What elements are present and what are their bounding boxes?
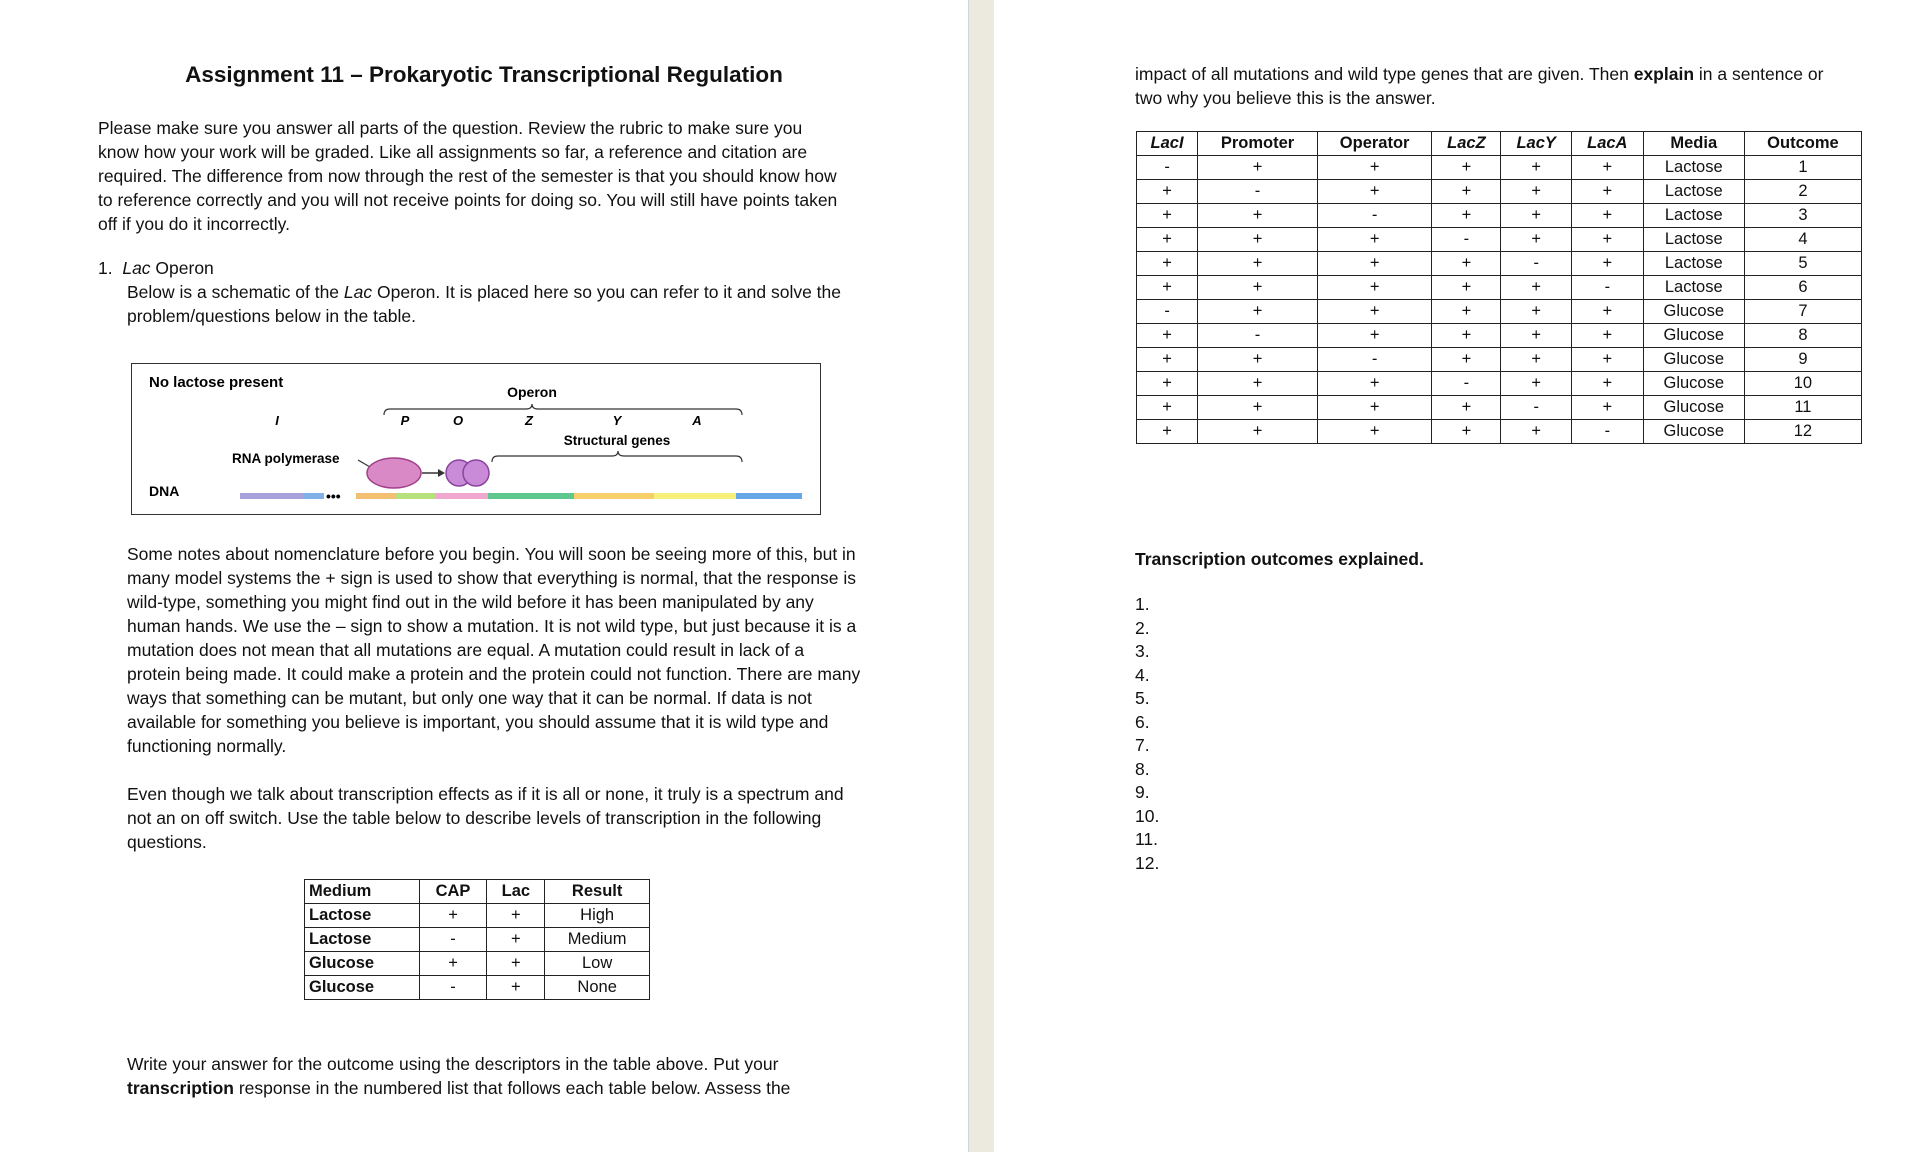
- table-row: [1137, 348, 1862, 372]
- gene-p-label: P: [400, 413, 410, 428]
- structural-genes-label: Structural genes: [563, 433, 671, 448]
- table-cell: +: [1501, 228, 1571, 252]
- table-cell: +: [1432, 276, 1501, 300]
- table-cell: +: [1198, 252, 1318, 276]
- table-cell: -: [1571, 420, 1643, 444]
- table-cell: 3: [1744, 204, 1861, 228]
- table-cell: +: [1137, 396, 1198, 420]
- table-cell: 1: [1744, 156, 1861, 180]
- page2-continuation: impact of all mutations and wild type genes that are given. Then explain in a sentence or two why you believe this is the answer.: [1135, 64, 1824, 108]
- mutation-table: [1136, 131, 1862, 444]
- table-cell: +: [1198, 300, 1318, 324]
- table-cell: -: [1317, 348, 1431, 372]
- table-cell: 12: [1744, 420, 1861, 444]
- table-cell: +: [1317, 180, 1431, 204]
- table-cell: +: [1432, 180, 1501, 204]
- transcription-levels-table: [304, 879, 650, 1000]
- table-cell: Glucose: [1643, 324, 1744, 348]
- table-cell: +: [1198, 156, 1318, 180]
- spectrum-paragraph: Even though we talk about transcription effects as if it is all or none, it truly is a spectrum and not an on off switch. Use the table below to describe levels of transcription in the following questions.: [127, 784, 844, 852]
- table-header: Operator: [1317, 132, 1431, 156]
- list-item[interactable]: 10.: [1135, 805, 1160, 826]
- gene-y-label: Y: [612, 413, 622, 428]
- table-header: Media: [1643, 132, 1744, 156]
- table-cell: +: [1137, 420, 1198, 444]
- table-cell: Lactose: [1643, 156, 1744, 180]
- table-cell: +: [1571, 372, 1643, 396]
- section-description: Below is a schematic of the Lac Operon. It is placed here so you can refer to it and solve the problem/questions below in the table.: [127, 282, 842, 326]
- table-cell: 10: [1744, 372, 1861, 396]
- page-title: Assignment 11 – Prokaryotic Transcriptional Regulation: [185, 62, 783, 87]
- table-cell: Glucose: [1643, 372, 1744, 396]
- table-cell: 6: [1744, 276, 1861, 300]
- rna-polymerase-label: RNA polymerase: [232, 451, 340, 466]
- table-cell: +: [1137, 204, 1198, 228]
- table-header: LacA: [1571, 132, 1643, 156]
- intro-paragraph: Please make sure you answer all parts of the question. Review the rubric to make sure you know how your work will be graded. Like all assignments so far, a reference and citation are required. The difference from now through the rest of the semester is that you should know how to reference correctly and you will not receive points for doing so. You will still have points taken off if you do it incorrectly.: [98, 118, 838, 234]
- table-cell: -: [1198, 324, 1318, 348]
- table-cell: -: [1501, 252, 1571, 276]
- table-cell: +: [487, 952, 545, 976]
- table-cell: +: [1571, 348, 1643, 372]
- table-header: LacZ: [1432, 132, 1501, 156]
- table-cell: Glucose: [305, 976, 420, 1000]
- table-cell: -: [1317, 204, 1431, 228]
- table-header: LacI: [1137, 132, 1198, 156]
- table-cell: +: [1571, 396, 1643, 420]
- list-item[interactable]: 9.: [1135, 782, 1150, 802]
- operon-schematic: [132, 364, 820, 514]
- rna-polymerase-shape: [367, 458, 421, 488]
- table-cell: +: [1501, 204, 1571, 228]
- table-cell: +: [419, 952, 487, 976]
- table-cell: +: [1198, 348, 1318, 372]
- table-cell: +: [1137, 348, 1198, 372]
- table-cell: +: [1571, 228, 1643, 252]
- section-title-rest: Operon: [150, 258, 214, 278]
- table-cell: Glucose: [1643, 420, 1744, 444]
- table-cell: -: [1137, 156, 1198, 180]
- table-cell: +: [1317, 276, 1431, 300]
- table-cell: Lactose: [1643, 228, 1744, 252]
- table-cell: +: [1198, 420, 1318, 444]
- table-cell: +: [1571, 252, 1643, 276]
- list-item[interactable]: 1.: [1135, 594, 1150, 614]
- table-cell: +: [1432, 396, 1501, 420]
- operon-label: Operon: [507, 384, 557, 400]
- table-cell: -: [1137, 300, 1198, 324]
- table-cell: +: [1501, 276, 1571, 300]
- table-cell: +: [1501, 372, 1571, 396]
- table-cell: +: [1432, 324, 1501, 348]
- table-cell: +: [1571, 324, 1643, 348]
- table-cell: +: [1137, 228, 1198, 252]
- table-cell: Medium: [545, 928, 650, 952]
- table-cell: +: [1432, 156, 1501, 180]
- table-cell: Lactose: [305, 904, 420, 928]
- table-cell: +: [1198, 276, 1318, 300]
- table-cell: +: [487, 976, 545, 1000]
- table-cell: None: [545, 976, 650, 1000]
- table-cell: -: [1432, 372, 1501, 396]
- table-cell: +: [1137, 180, 1198, 204]
- table-header: Result: [545, 880, 650, 904]
- table-cell: +: [1317, 156, 1431, 180]
- table-row: [305, 952, 650, 976]
- table-cell: +: [1501, 324, 1571, 348]
- list-item[interactable]: 6.: [1135, 711, 1150, 732]
- table-cell: -: [1432, 228, 1501, 252]
- repressor-right: [463, 460, 489, 486]
- table-cell: +: [1571, 204, 1643, 228]
- table-cell: +: [1501, 348, 1571, 372]
- table-header: LacY: [1501, 132, 1571, 156]
- table-cell: High: [545, 904, 650, 928]
- table-cell: Low: [545, 952, 650, 976]
- table-cell: +: [1198, 372, 1318, 396]
- section-title-italic: Lac: [122, 258, 151, 278]
- table-cell: +: [487, 928, 545, 952]
- table-cell: +: [1432, 348, 1501, 372]
- table-cell: +: [1501, 180, 1571, 204]
- table-cell: 4: [1744, 228, 1861, 252]
- table-row: [1137, 396, 1862, 420]
- table-header: Outcome: [1744, 132, 1861, 156]
- structural-bracket: [492, 451, 742, 462]
- table-cell: 9: [1744, 348, 1861, 372]
- table-cell: +: [1317, 324, 1431, 348]
- table-header: Lac: [487, 880, 545, 904]
- table-cell: +: [1198, 204, 1318, 228]
- list-item[interactable]: 3.: [1135, 641, 1150, 661]
- table-cell: Lactose: [1643, 204, 1744, 228]
- table-cell: +: [1501, 300, 1571, 324]
- table-cell: 5: [1744, 252, 1861, 276]
- table-cell: +: [1137, 372, 1198, 396]
- gene-o-label: O: [452, 413, 464, 428]
- table-header-row: [305, 880, 650, 904]
- table-cell: +: [1317, 372, 1431, 396]
- table-cell: +: [1571, 300, 1643, 324]
- table-row: [305, 976, 650, 1000]
- operon-bracket: [384, 404, 742, 415]
- table-cell: +: [1317, 420, 1431, 444]
- table-cell: 7: [1744, 300, 1861, 324]
- list-item[interactable]: 7.: [1135, 735, 1150, 755]
- table-cell: +: [419, 904, 487, 928]
- list-item[interactable]: 2.: [1135, 617, 1150, 638]
- table-header: CAP: [419, 880, 487, 904]
- document-page-2: [994, 0, 1908, 1152]
- table-cell: +: [1571, 180, 1643, 204]
- gene-i-label: I: [275, 413, 279, 428]
- table-row: [1137, 276, 1862, 300]
- table-cell: +: [1317, 396, 1431, 420]
- table-header: Medium: [305, 880, 420, 904]
- table-row: [1137, 156, 1862, 180]
- table-row: [1137, 372, 1862, 396]
- list-item[interactable]: 11.: [1135, 829, 1159, 849]
- table-cell: +: [1198, 228, 1318, 252]
- table-cell: Lactose: [1643, 276, 1744, 300]
- table-cell: +: [1501, 420, 1571, 444]
- table-cell: +: [1432, 300, 1501, 324]
- table-row: [1137, 204, 1862, 228]
- table-row: [1137, 180, 1862, 204]
- table-row: [1137, 300, 1862, 324]
- table-row: [305, 904, 650, 928]
- table-cell: Lactose: [305, 928, 420, 952]
- table-header: Promoter: [1198, 132, 1318, 156]
- table-cell: +: [1571, 156, 1643, 180]
- table-row: [1137, 228, 1862, 252]
- page-gutter: [968, 0, 996, 1152]
- table-cell: Glucose: [1643, 348, 1744, 372]
- table-cell: -: [1198, 180, 1318, 204]
- outcomes-heading: Transcription outcomes explained.: [1135, 549, 1424, 569]
- svg-text:•••: •••: [326, 488, 341, 504]
- table-cell: +: [1317, 252, 1431, 276]
- gene-a-label: A: [692, 413, 702, 428]
- table-row: [305, 928, 650, 952]
- table-cell: +: [1317, 228, 1431, 252]
- table-cell: Glucose: [1643, 396, 1744, 420]
- list-item[interactable]: 12.: [1135, 852, 1160, 873]
- table-cell: 2: [1744, 180, 1861, 204]
- section-number: 1.: [98, 258, 113, 278]
- gene-z-label: Z: [525, 413, 533, 428]
- answer-numbered-list: [1135, 593, 1159, 875]
- table-cell: +: [1137, 252, 1198, 276]
- table-cell: -: [419, 928, 487, 952]
- table-cell: +: [1432, 204, 1501, 228]
- table-cell: +: [1432, 420, 1501, 444]
- table-cell: -: [419, 976, 487, 1000]
- list-item[interactable]: 4.: [1135, 664, 1150, 685]
- section-heading: [98, 256, 858, 280]
- table-cell: -: [1501, 396, 1571, 420]
- lac-operon-diagram: [131, 363, 821, 515]
- table-cell: Lactose: [1643, 180, 1744, 204]
- table-cell: +: [1137, 324, 1198, 348]
- table-cell: -: [1571, 276, 1643, 300]
- list-item[interactable]: 5.: [1135, 688, 1150, 708]
- table-cell: Glucose: [305, 952, 420, 976]
- table-cell: +: [1198, 396, 1318, 420]
- table-cell: +: [1432, 252, 1501, 276]
- table-cell: 8: [1744, 324, 1861, 348]
- write-instructions: Write your answer for the outcome using the descriptors in the table above. Put your transcription response in the numbered list that follows each table below. Assess the: [127, 1054, 791, 1098]
- table-cell: +: [1317, 300, 1431, 324]
- dna-label: DNA: [149, 483, 180, 499]
- list-item[interactable]: 8.: [1135, 758, 1150, 779]
- nomenclature-notes: Some notes about nomenclature before you begin. You will soon be seeing more of this, but in many model systems the + sign is used to show that everything is normal, that the response is wild-type, something you might find out in the wild before it has been manipulated by any human hands. We use the – sign to show a mutation. It is not wild type, but just because it is a mutation does not mean that all mutations are equal. A mutation could result in lack of a protein being made. It could make a protein and the protein could not function. There are many ways that something can be mutant, but only one way that it can be normal. If data is not available for something you believe is important, you should assume that it is wild type and functioning normally.: [127, 544, 861, 756]
- table-header-row: [1137, 132, 1862, 156]
- table-cell: +: [487, 904, 545, 928]
- table-cell: +: [1501, 156, 1571, 180]
- table-cell: Lactose: [1643, 252, 1744, 276]
- table-cell: Glucose: [1643, 300, 1744, 324]
- dna-strand: [240, 488, 802, 504]
- table-row: [1137, 420, 1862, 444]
- diagram-heading: No lactose present: [149, 374, 284, 391]
- table-cell: +: [1137, 276, 1198, 300]
- table-cell: 11: [1744, 396, 1861, 420]
- table-row: [1137, 252, 1862, 276]
- table-row: [1137, 324, 1862, 348]
